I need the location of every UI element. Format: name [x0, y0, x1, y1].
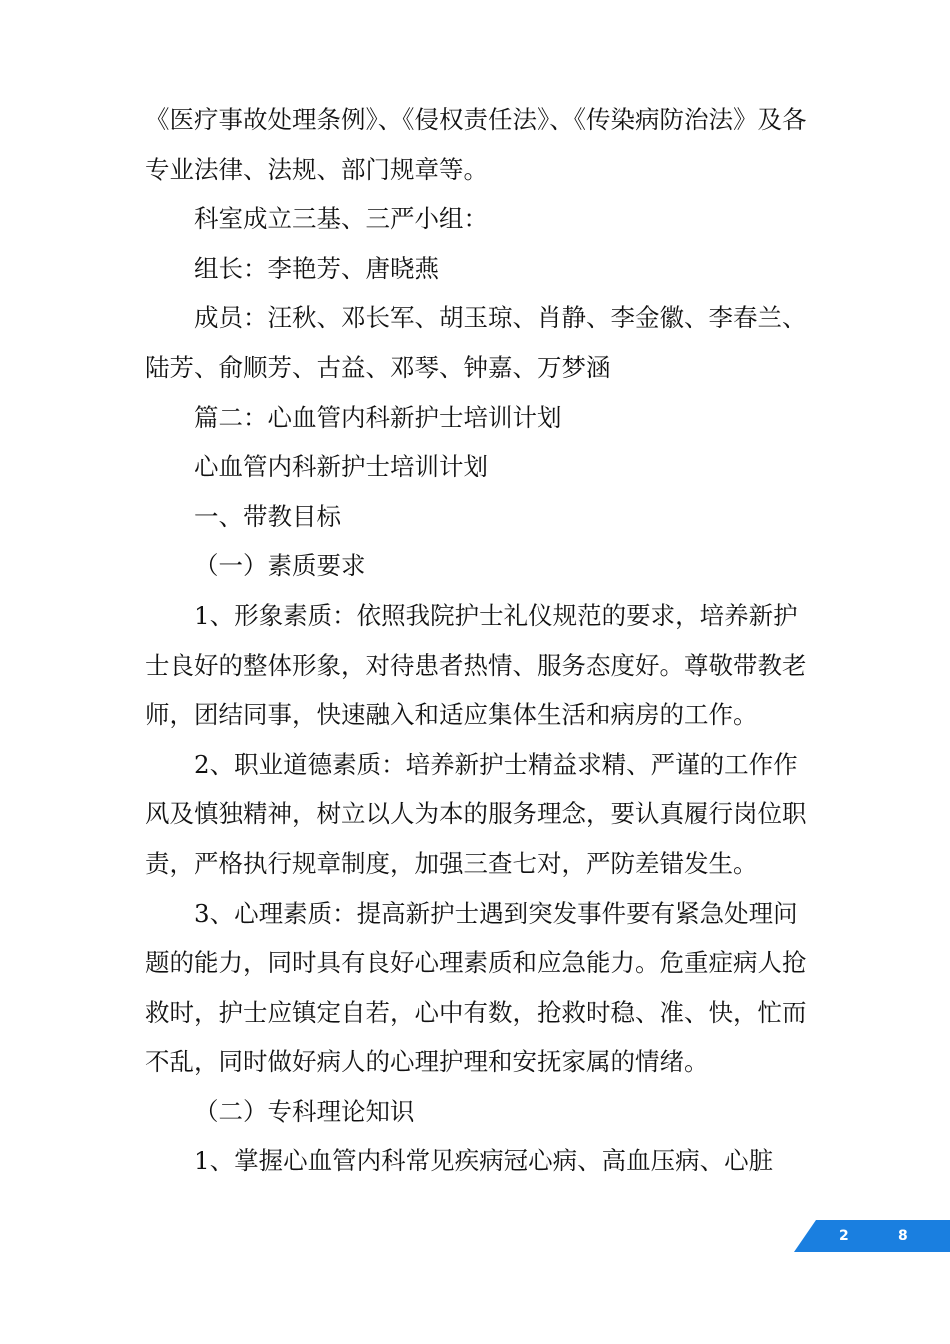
paragraph-image-quality: 1、形象素质：依照我院护士礼仪规范的要求，培养新护士良好的整体形象，对待患者热情、服务态度好。尊敬带教老师，团结同事，快速融入和适应集体生活和病房的工作。	[145, 600, 807, 730]
paragraph-psych-quality: 3、心理素质：提高新护士遇到突发事件要有紧急处理问题的能力，同时具有良好心理素质和应急能力。危重症病人抢救时，护士应镇定自若，心中有数，抢救时稳、准、快，忙而不乱，同时做好病人的心理护理和安抚家属的情绪。	[145, 898, 807, 1077]
paragraph-laws: 《医疗事故处理条例》、《侵权责任法》、《传染病防治法》及各专业法律、法规、部门规章等。	[145, 105, 807, 184]
body-text	[145, 95, 810, 1186]
banner-shape	[794, 1220, 950, 1252]
paragraph-group-founded: 科室成立三基、三严小组：	[194, 204, 488, 234]
paragraph-master-diseases: 1、掌握心血管内科常见疾病冠心病、高血压病、心脏	[194, 1146, 774, 1176]
page-total-number: 8	[898, 1228, 908, 1244]
paragraph-group-members: 成员：汪秋、邓长军、胡玉琼、肖静、李金徽、李春兰、陆芳、俞顺芳、古益、邓琴、钟嘉、万梦涵	[145, 303, 807, 382]
heading-specialty-theory: （二）专科理论知识	[194, 1096, 415, 1126]
page-number-banner	[794, 1220, 950, 1252]
paragraph-group-leaders: 组长：李艳芳、唐晓燕	[194, 253, 439, 283]
heading-teaching-goals: 一、带教目标	[194, 501, 341, 531]
paragraph-ethics-quality: 2、职业道德素质：培养新护士精益求精、严谨的工作作风及慎独精神，树立以人为本的服务理念，要认真履行岗位职责，严格执行规章制度，加强三查七对，严防差错发生。	[145, 749, 807, 878]
heading-part-two: 篇二：心血管内科新护士培训计划	[194, 402, 562, 432]
heading-quality-requirements: （一）素质要求	[194, 551, 366, 581]
page-current-number: 2	[839, 1228, 849, 1244]
heading-plan-title: 心血管内科新护士培训计划	[194, 452, 488, 482]
